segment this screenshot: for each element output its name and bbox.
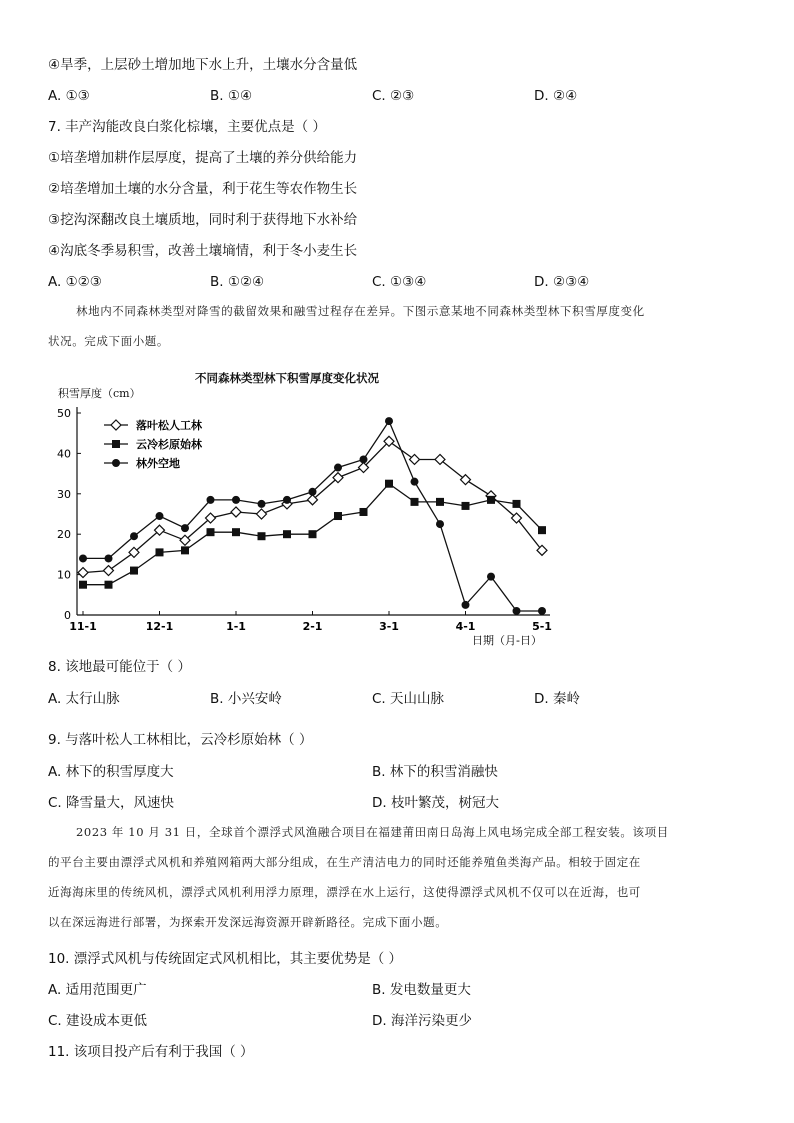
square-marker <box>436 498 444 506</box>
square-marker <box>181 546 189 554</box>
passage-wind-line-1: 2023 年 10 月 31 日，全球首个漂浮式风渔融合项目在福建莆田南日岛海上风电场完成全部工程安装。该项目 <box>76 825 669 839</box>
circle-marker <box>258 500 266 508</box>
x-tick-label: 3-1 <box>379 620 399 633</box>
q8-option-c: C. 天山山脉 <box>372 691 445 707</box>
x-tick-label: 1-1 <box>226 620 246 633</box>
circle-marker <box>334 464 342 472</box>
y-tick-label: 50 <box>57 407 71 420</box>
passage-wind-line-3: 近海海床里的传统风机，漂浮式风机利用浮力原理，漂浮在水上运行，这使得漂浮式风机不仅可以在近海，也可 <box>48 885 641 899</box>
x-tick-label: 5-1 <box>532 620 552 633</box>
q6-statement-4: ④旱季，上层砂土增加地下水上升，土壤水分含量低 <box>48 57 358 73</box>
square-marker <box>232 528 240 536</box>
passage-wind-line-2: 的平台主要由漂浮式风机和养殖网箱两大部分组成，在生产清洁电力的同时还能养殖鱼类海产品。相较于固定在 <box>48 855 641 869</box>
square-marker <box>309 530 317 538</box>
q7-statement-2: ②培垄增加土壤的水分含量，利于花生等农作物生长 <box>48 181 358 197</box>
square-marker <box>156 548 164 556</box>
q9-option-c: C. 降雪量大，风速快 <box>48 795 175 811</box>
q7-option-c: C. ①③④ <box>372 274 427 290</box>
chart-y-axis-label: 积雪厚度（cm） <box>58 387 141 400</box>
q7-statement-3: ③挖沟深翻改良土壤质地，同时利于获得地下水补给 <box>48 212 358 228</box>
square-marker <box>487 496 495 504</box>
x-tick-label: 4-1 <box>455 620 476 633</box>
circle-marker <box>283 496 291 504</box>
chart-title: 不同森林类型林下积雪厚度变化状况 <box>195 371 379 385</box>
q7-statement-4: ④沟底冬季易积雪，改善土壤墒情，利于冬小麦生长 <box>48 243 358 259</box>
diamond-marker <box>104 566 114 576</box>
chart-legend <box>104 418 203 470</box>
y-tick-label: 40 <box>57 447 71 461</box>
square-marker <box>105 581 113 589</box>
square-marker <box>112 440 120 448</box>
legend-label-3: 林外空地 <box>136 457 180 470</box>
q7-statement-1: ①培垄增加耕作层厚度，提高了土壤的养分供给能力 <box>48 150 358 166</box>
q6-option-d: D. ②④ <box>534 88 578 104</box>
y-tick-label: 0 <box>64 609 71 622</box>
passage-snow-line-1: 林地内不同森林类型对降雪的截留效果和融雪过程存在差异。下图示意某地不同森林类型林下积雪厚度变化 <box>76 304 645 318</box>
q7-option-b: B. ①②④ <box>210 274 265 290</box>
circle-marker <box>112 459 120 467</box>
circle-marker <box>538 607 546 615</box>
circle-marker <box>156 512 164 520</box>
square-marker <box>538 526 546 534</box>
circle-marker <box>309 488 317 496</box>
square-marker <box>283 530 291 538</box>
diamond-marker <box>111 420 121 430</box>
legend-label-2: 云冷杉原始林 <box>136 438 202 451</box>
snow-depth-chart <box>0 395 794 660</box>
circle-marker <box>181 524 189 532</box>
square-marker <box>130 567 138 575</box>
q9-stem: 9. 与落叶松人工林相比，云冷杉原始林（ ） <box>48 732 313 748</box>
q10-stem: 10. 漂浮式风机与传统固定式风机相比，其主要优势是（ ） <box>48 951 403 967</box>
square-marker <box>411 498 419 506</box>
passage-wind-fishery <box>48 817 746 937</box>
passage-snow <box>48 296 746 356</box>
q9-option-b: B. 林下的积雪消融快 <box>372 764 498 780</box>
square-marker <box>334 512 342 520</box>
q7-option-d: D. ②③④ <box>534 274 590 290</box>
q6-option-b: B. ①④ <box>210 88 253 104</box>
circle-marker <box>105 554 113 562</box>
circle-marker <box>232 496 240 504</box>
legend-label-1: 落叶松人工林 <box>136 419 202 432</box>
square-marker <box>462 502 470 510</box>
y-tick-label: 10 <box>57 568 71 582</box>
circle-marker <box>462 601 470 609</box>
circle-marker <box>360 455 368 463</box>
q9-option-a: A. 林下的积雪厚度大 <box>48 764 174 780</box>
q7-option-a: A. ①②③ <box>48 274 102 290</box>
q10-option-d: D. 海洋污染更少 <box>372 1013 472 1029</box>
circle-marker <box>385 417 393 425</box>
q10-option-a: A. 适用范围更广 <box>48 982 147 998</box>
q10-option-c: C. 建设成本更低 <box>48 1013 148 1029</box>
q8-option-b: B. 小兴安岭 <box>210 691 282 707</box>
circle-marker <box>79 554 87 562</box>
circle-marker <box>207 496 215 504</box>
q8-option-a: A. 太行山脉 <box>48 691 120 707</box>
q10-option-b: B. 发电数量更大 <box>372 982 471 998</box>
q6-option-c: C. ②③ <box>372 88 415 104</box>
diamond-marker <box>257 509 267 519</box>
square-marker <box>258 532 266 540</box>
y-tick-label: 20 <box>57 528 71 542</box>
square-marker <box>385 480 393 488</box>
q9-option-d: D. 枝叶繁茂，树冠大 <box>372 795 499 811</box>
x-tick-label: 12-1 <box>145 620 174 633</box>
circle-marker <box>513 607 521 615</box>
square-marker <box>360 508 368 516</box>
circle-marker <box>130 532 138 540</box>
diamond-marker <box>231 507 241 517</box>
q8-stem: 8. 该地最可能位于（ ） <box>48 659 191 675</box>
circle-marker <box>487 573 495 581</box>
circle-marker <box>436 520 444 528</box>
x-tick-label: 2-1 <box>302 620 323 633</box>
square-marker <box>207 528 215 536</box>
q8-option-d: D. 秦岭 <box>534 691 580 707</box>
x-tick-label: 11-1 <box>69 620 97 633</box>
diamond-marker <box>410 454 420 464</box>
circle-marker <box>411 478 419 486</box>
q7-stem: 7. 丰产沟能改良白浆化棕壤，主要优点是（ ） <box>48 119 326 135</box>
chart-x-axis-label: 日期（月-日） <box>472 634 542 647</box>
diamond-marker <box>78 568 88 578</box>
square-marker <box>513 500 521 508</box>
chart-axes <box>57 407 552 633</box>
passage-snow-line-2: 状况。完成下面小题。 <box>48 334 169 348</box>
square-marker <box>79 581 87 589</box>
y-tick-label: 30 <box>57 487 71 501</box>
passage-wind-line-4: 以在深远海进行部署，为探索开发深远海资源开辟新路径。完成下面小题。 <box>48 915 448 929</box>
q11-stem: 11. 该项目投产后有利于我国（ ） <box>48 1044 254 1060</box>
q6-option-a: A. ①③ <box>48 88 90 104</box>
